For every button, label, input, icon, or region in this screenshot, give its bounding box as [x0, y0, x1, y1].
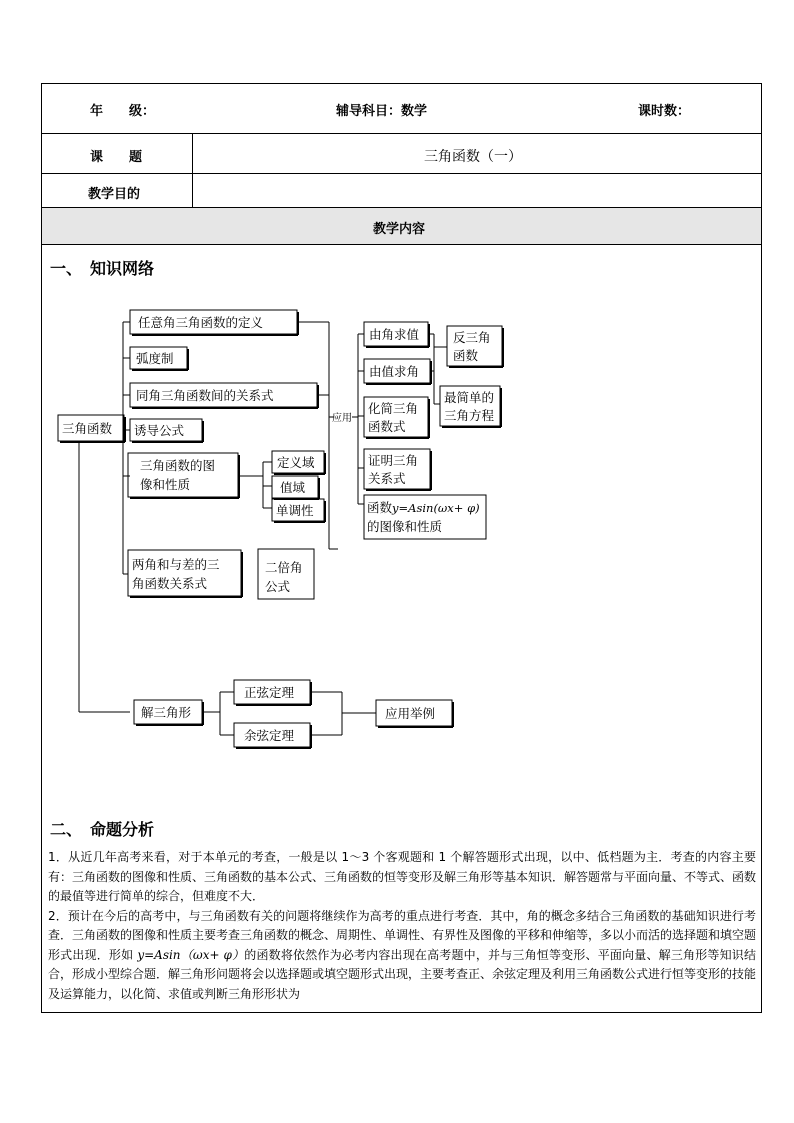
- grade-label: 年 级：: [90, 104, 156, 119]
- topic-value: 三角函数（一）: [424, 149, 522, 165]
- analysis-paragraph-2b: 的函数将依然作为必考内容出现在高考题中，并与三角恒等变形、平面向量、解三角形等知识结合，形成小型综合题．解三角形问题将会以选择题或填空题形式出现，主要考查正、余弦定理及利用三角函数公式进行恒等变形的技能及运算能力，以化简、求值或判断三角形形状为: [48, 947, 757, 1001]
- induction-label: 诱导公式: [134, 423, 185, 438]
- relations-label: 同角三角函数间的关系式: [136, 388, 274, 403]
- graph-label-line1: 三角函数的图: [140, 458, 216, 473]
- equation-line1: 最简单的: [444, 390, 495, 405]
- content-header: 教学内容: [373, 222, 426, 237]
- angle-to-value-label: 由角求值: [369, 327, 420, 342]
- domain-label: 定义域: [277, 455, 315, 470]
- simplify-line2: 函数式: [368, 419, 406, 434]
- function-graph-line2: 的图像和性质: [367, 519, 443, 534]
- examples-label: 应用举例: [385, 706, 436, 721]
- analysis-formula: y=Asin（ωx+ φ）: [137, 947, 245, 962]
- sum-difference-line2: 角函数关系式: [132, 576, 208, 591]
- graph-label-line2: 像和性质: [140, 477, 191, 492]
- function-formula: y=Asin(ωx+ φ): [392, 501, 480, 515]
- lesson-plan-table: [41, 83, 762, 1013]
- monotonic-label: 单调性: [276, 503, 314, 518]
- inverse-line2: 函数: [453, 348, 479, 363]
- analysis-paragraph-2: [48, 907, 756, 1005]
- radian-label: 弧度制: [136, 351, 174, 366]
- section2-title: 二、 命题分析: [50, 820, 155, 839]
- root-label: 三角函数: [62, 421, 113, 436]
- equation-line2: 三角方程: [444, 408, 495, 423]
- simplify-line1: 化简三角: [368, 401, 419, 416]
- sum-difference-line1: 两角和与差的三: [132, 557, 220, 572]
- double-angle-line2: 公式: [265, 579, 291, 594]
- hours-label: 课时数：: [638, 104, 691, 119]
- range-label: 值域: [280, 480, 306, 495]
- analysis-paragraph-2a: 2．预计在今后的高考中，与三角函数有关的问题将继续作为高考的重点进行考查．其中，角的概念多结合三角函数的基础知识进行考查．三角函数的图像和性质主要考查三角函数的概念、周期性、单调性、有界性及图像的平移和伸缩等，多以小而活的选择题和填空题形式出现．形如: [48, 908, 757, 962]
- definition-label: 任意角三角函数的定义: [138, 315, 264, 330]
- section1-title: 一、 知识网络: [50, 259, 155, 278]
- cosine-law-label: 余弦定理: [244, 728, 295, 743]
- apply-label: 应用: [332, 413, 352, 424]
- prove-line1: 证明三角: [368, 453, 419, 468]
- goal-label: 教学目的: [88, 187, 141, 202]
- function-graph-line1: [367, 500, 480, 515]
- inverse-line1: 反三角: [453, 330, 491, 345]
- analysis-paragraph-1: 1．从近几年高考来看，对于本单元的考查，一般是以 1～3 个客观题和 1 个解答题形式出现，以中、低档题为主．考查的内容主要有：三角函数的图像和性质、三角函数的基本公式、三角函数的恒等变形及解三角形等基本知识．解答题常与平面向量、不等式、函数的最值等进行简单的综合，但难度不大．: [48, 850, 757, 903]
- topic-label: 课 题: [90, 150, 143, 165]
- sine-law-label: 正弦定理: [244, 685, 295, 700]
- analysis-text: [48, 848, 756, 1004]
- prove-line2: 关系式: [368, 471, 406, 486]
- subject-label: 辅导科目：数学: [336, 104, 428, 119]
- value-to-angle-label: 由值求角: [369, 364, 420, 379]
- double-angle-line1: 二倍角: [265, 560, 303, 575]
- solve-triangle-label: 解三角形: [141, 705, 192, 720]
- function-prefix: 函数: [367, 500, 393, 515]
